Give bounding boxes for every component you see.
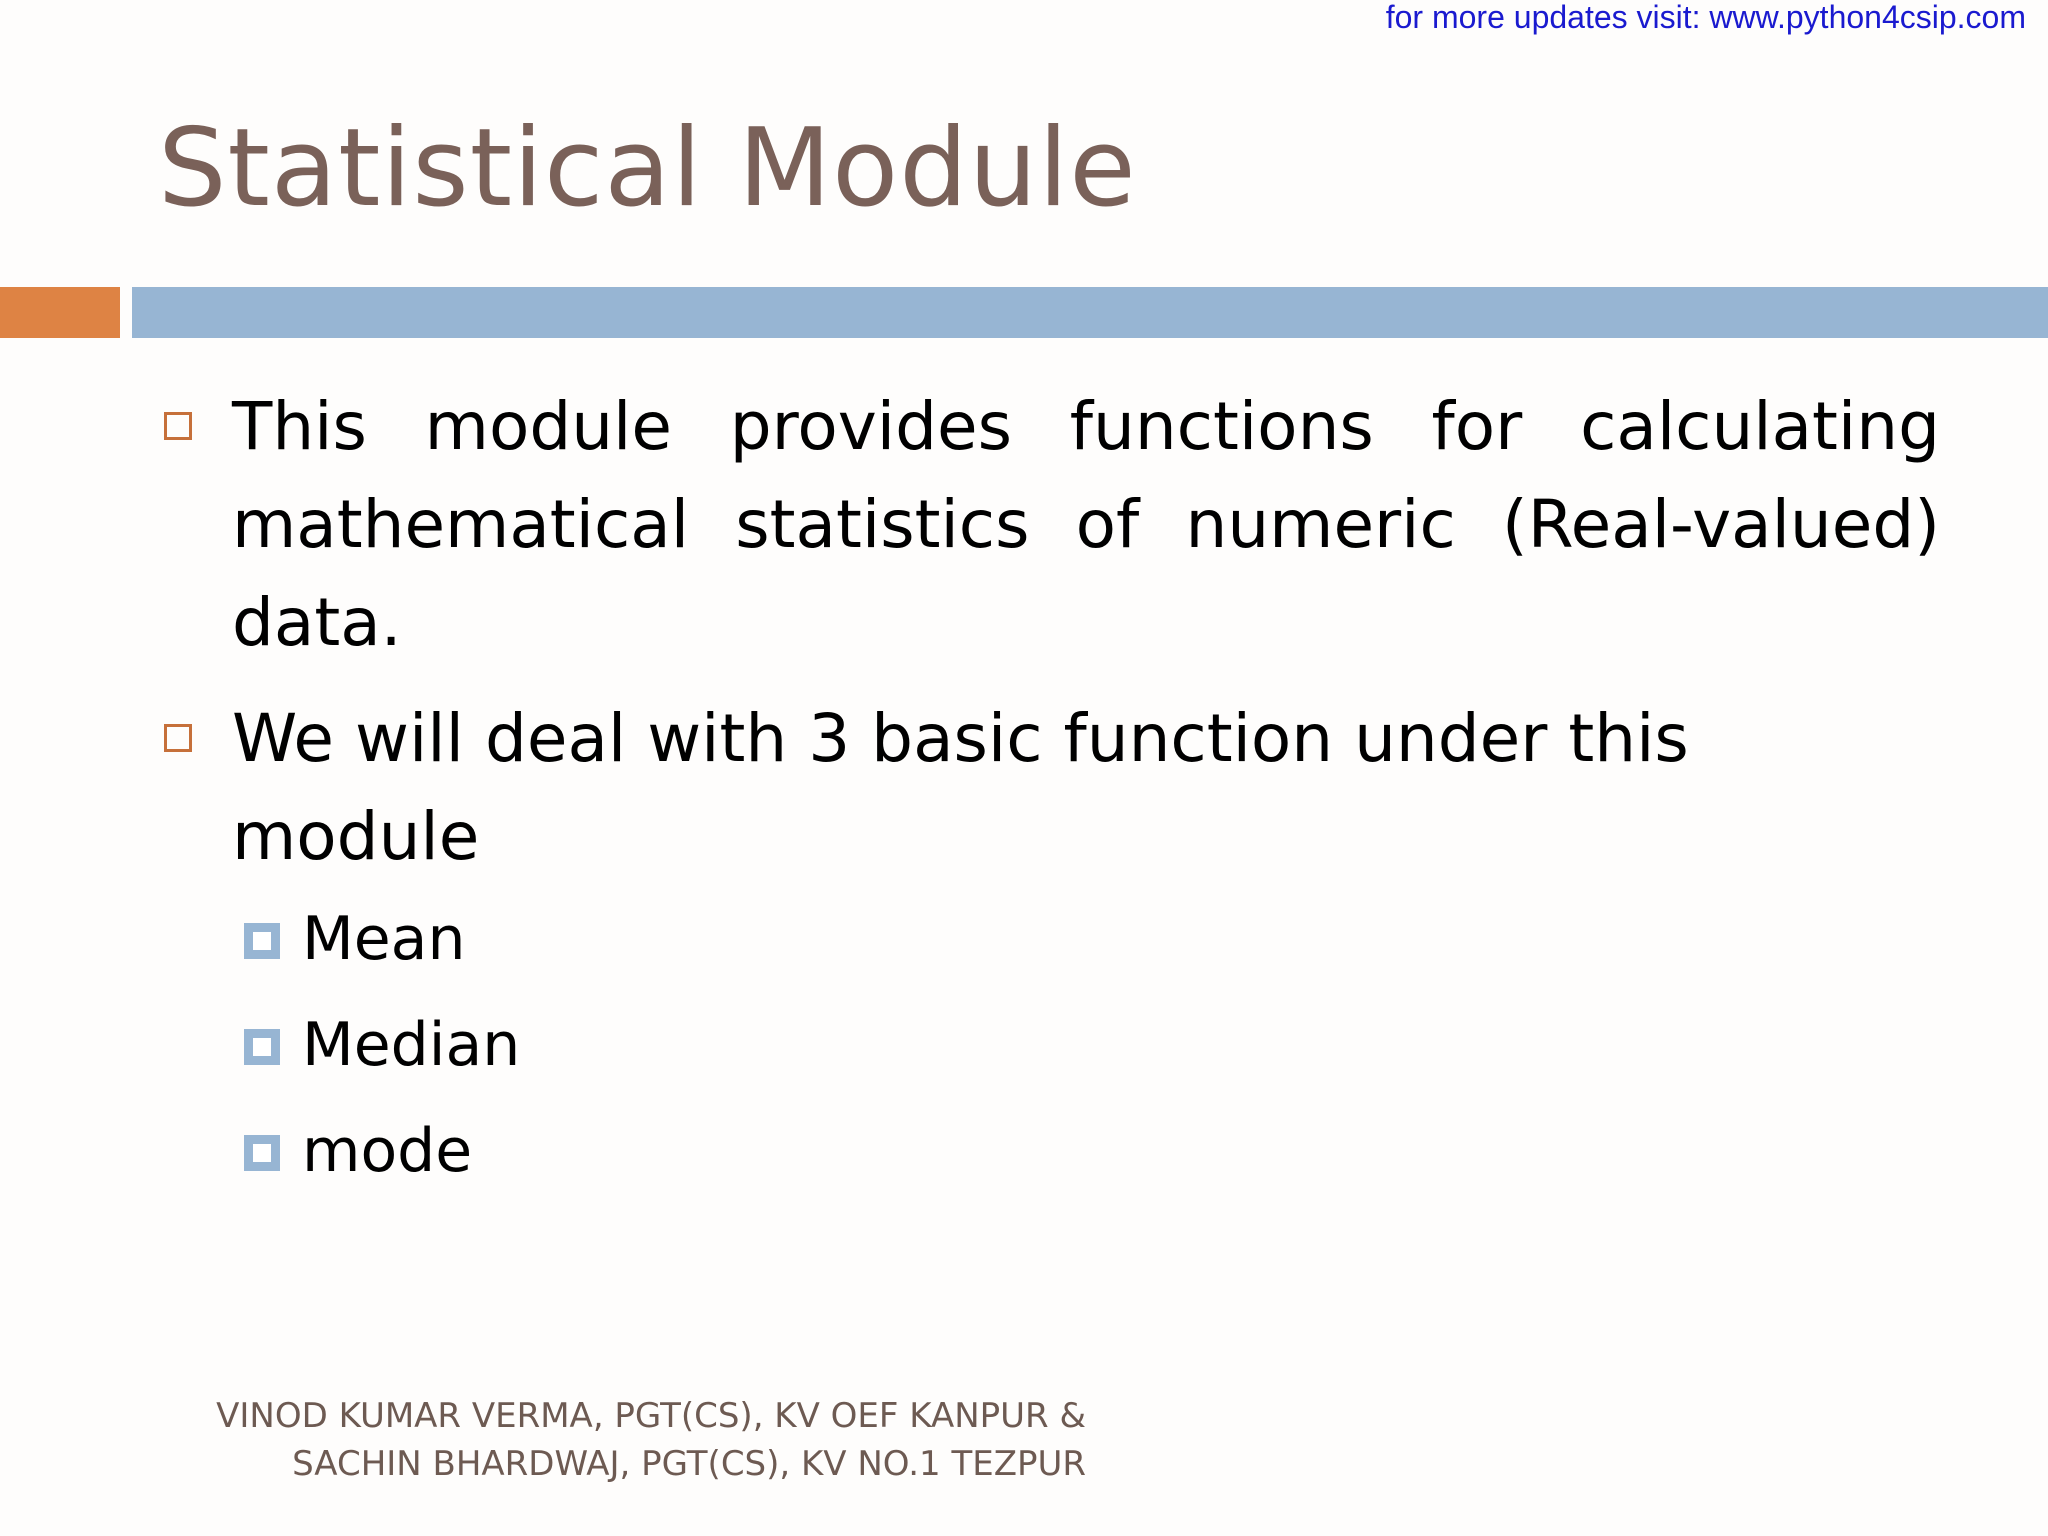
sub-bullet-item [160, 1098, 1940, 1204]
accent-bar-orange [0, 287, 120, 338]
watermark-link[interactable]: for more updates visit: www.python4csip.com [1385, 0, 2026, 35]
sub-bullet-text: Median [302, 1010, 521, 1080]
filled-square-bullet-icon [244, 923, 280, 959]
sub-bullet-item [160, 992, 1940, 1098]
bullet-item [160, 690, 1940, 886]
filled-square-bullet-icon [244, 1135, 280, 1171]
bullet-item [160, 378, 1940, 672]
sub-bullet-item [160, 886, 1940, 992]
sub-bullet-text: Mean [302, 904, 466, 974]
slide-content [160, 378, 1940, 1204]
bullet-text: This module provides functions for calculating mathematical statistics of numeric (Real-valued) data. [232, 388, 1940, 661]
slide-footer [216, 1392, 1086, 1488]
square-bullet-icon [164, 724, 192, 752]
bullet-text: We will deal with 3 basic function under this module [232, 700, 1689, 875]
slide-title: Statistical Module [158, 106, 1137, 231]
footer-line-1: VINOD KUMAR VERMA, PGT(CS), KV OEF KANPUR & [216, 1396, 1086, 1436]
footer-line-2: SACHIN BHARDWAJ, PGT(CS), KV NO.1 TEZPUR [292, 1444, 1086, 1484]
accent-bar-blue [132, 287, 2048, 338]
square-bullet-icon [164, 412, 192, 440]
filled-square-bullet-icon [244, 1029, 280, 1065]
sub-bullet-text: mode [302, 1116, 473, 1186]
